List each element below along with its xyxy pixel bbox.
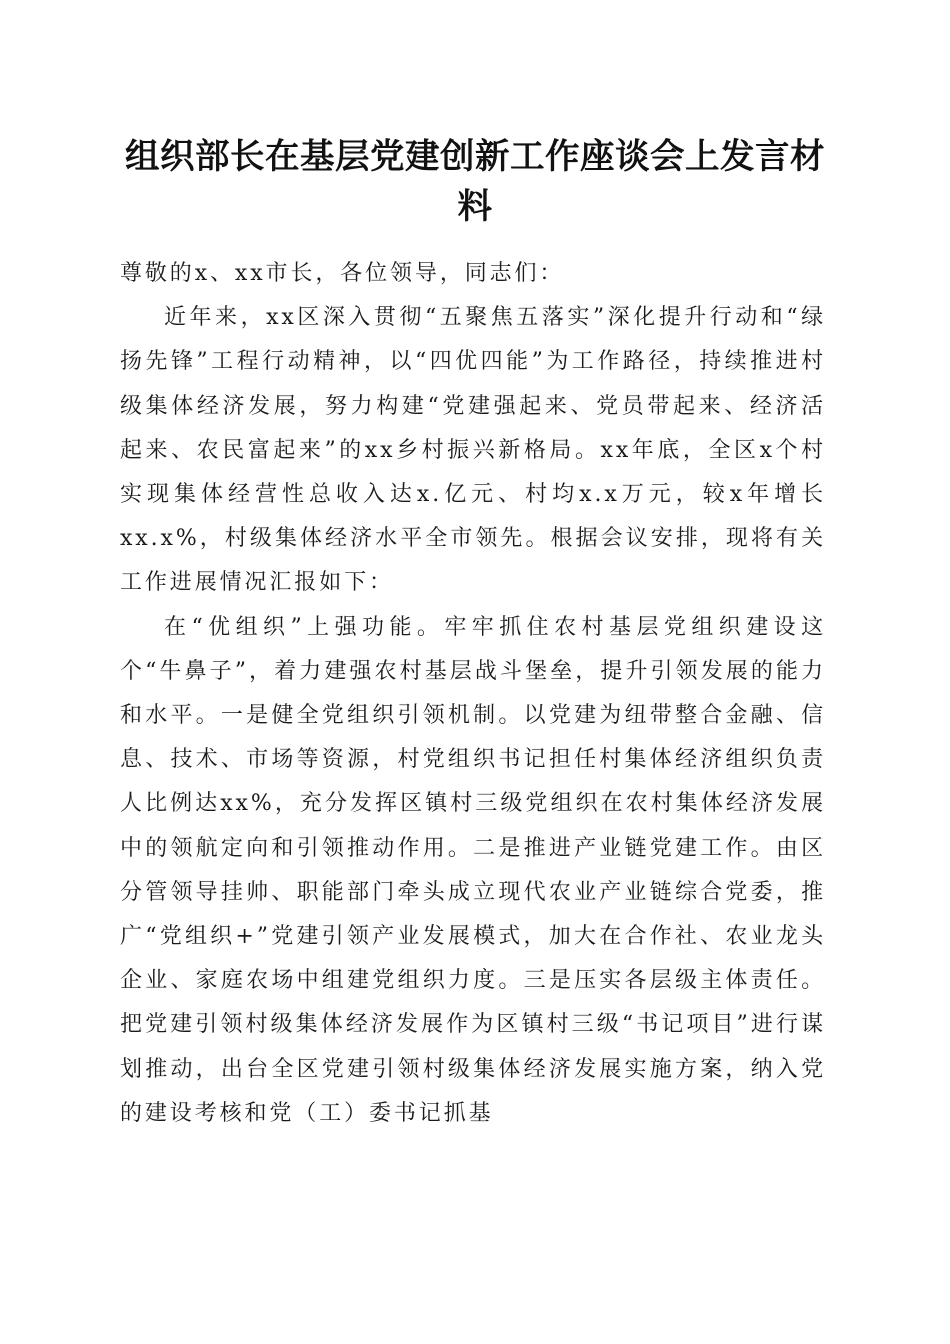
salutation: 尊敬的x、xx市长，各位领导，同志们： [120, 261, 565, 286]
document-body [120, 252, 826, 1136]
paragraph-organization: 在“优组织”上强功能。牢牢抓住农村基层党组织建设这个“牛鼻子”，着力建强农村基层战斗堡垒，提升引领发展的能力和水平。一是健全党组织引领机制。以党建为纽带整合金融、信息、技术、市场等资源，村党组织书记担任村集体经济组织负责人比例达xx%，充分发挥区镇村三级党组织在农村集体经济发展中的领航定向和引领推动作用。二是推进产业链党建工作。由区分管领导挂帅、职能部门牵头成立现代农业产业链综合党委，推广“党组织+”党建引领产业发展模式，加大在合作社、农业龙头企业、家庭农场中组建党组织力度。三是压实各层级主体责任。把党建引领村级集体经济发展作为区镇村三级“书记项目”进行谋划推动，出台全区党建引领村级集体经济发展实施方案，纳入党的建设考核和党（工）委书记抓基 [120, 614, 826, 1126]
document-title: 组织部长在基层党建创新工作座谈会上发言材料 [125, 137, 825, 227]
paragraph-intro: 近年来，xx区深入贯彻“五聚焦五落实”深化提升行动和“绿扬先锋”工程行动精神，以“四优四能”为工作路径，持续推进村级集体经济发展，努力构建“党建强起来、党员带起来、经济活起来、农民富起来”的xx乡村振兴新格局。xx年底，全区x个村实现集体经营性总收入达x.亿元、村均x.x万元，较x年增长xx.x%，村级集体经济水平全市领先。根据会议安排，现将有关工作进展情况汇报如下： [120, 305, 826, 596]
